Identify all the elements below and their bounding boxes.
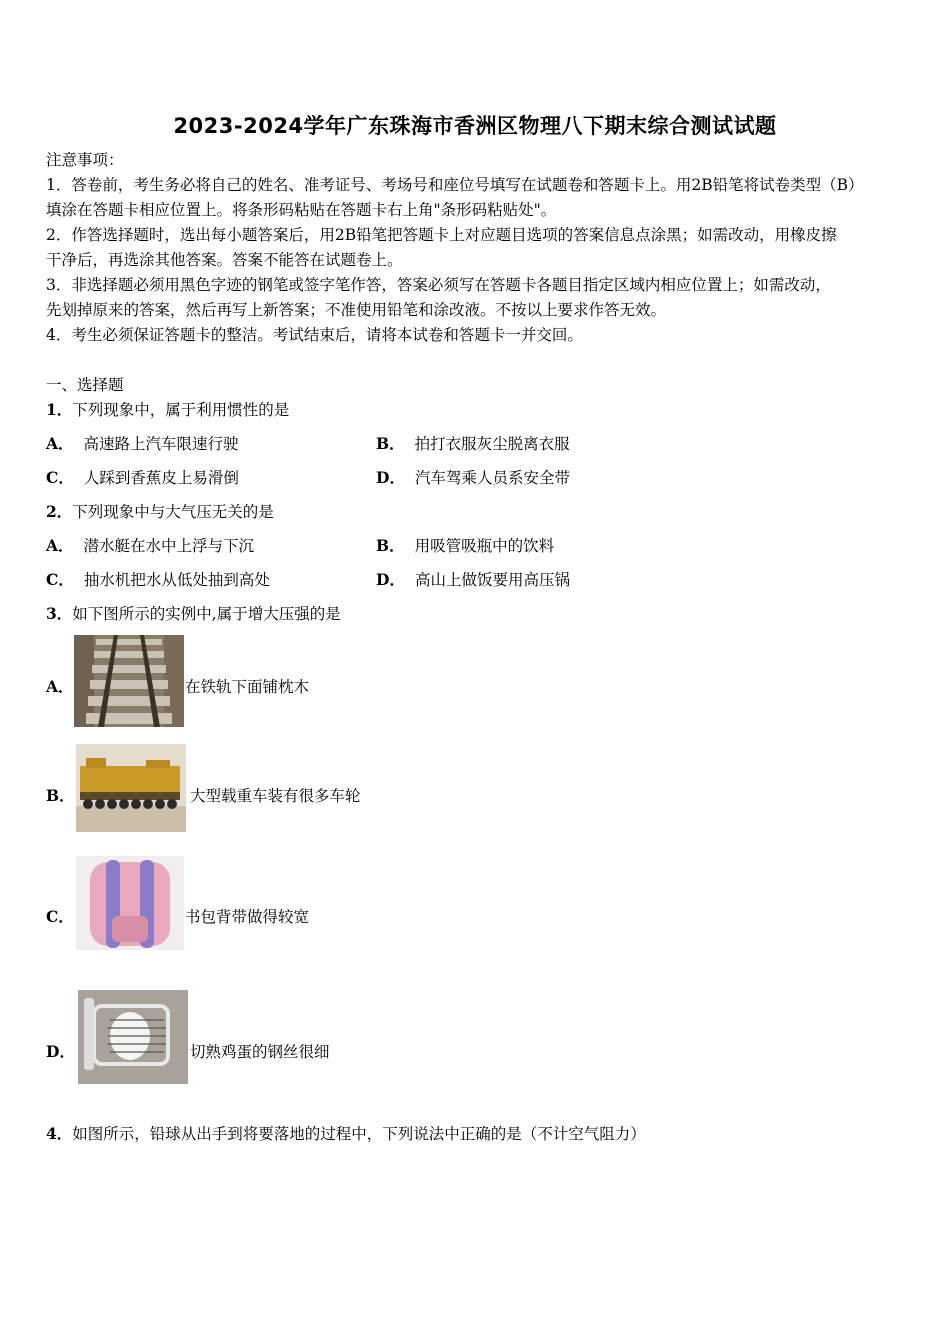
option-label: B． (376, 434, 405, 453)
q2-option-b[interactable] (376, 534, 554, 556)
option-label: B． (376, 536, 405, 555)
notice-heading: 注意事项： (46, 151, 124, 169)
q2-option-d[interactable] (376, 568, 570, 590)
page-title: 2023-2024学年广东珠海市香洲区物理八下期末综合测试试题 (173, 114, 777, 138)
q1-option-a[interactable] (46, 432, 239, 454)
question-text: 如图所示，铅球从出手到将要落地的过程中，下列说法中正确的是（不计空气阻力） (72, 1125, 646, 1143)
notice-line: 填涂在答题卡相应位置上。将条形码粘贴在答题卡右上角"条形码粘贴处"。 (46, 201, 557, 219)
option-label: C． (46, 468, 74, 487)
option-text: 潜水艇在水中上浮与下沉 (83, 537, 255, 555)
q1-option-b[interactable] (376, 432, 570, 454)
option-text: 人踩到香蕉皮上易滑倒 (83, 469, 239, 487)
option-text: 抽水机把水从低处抽到高处 (83, 571, 270, 589)
q3-option-c-label[interactable]: C． (46, 907, 74, 926)
question-3 (46, 602, 341, 624)
question-2 (46, 500, 274, 522)
q3-option-b-label[interactable]: B． (46, 786, 75, 805)
question-number: 4． (46, 1124, 73, 1143)
question-1 (46, 398, 289, 420)
notice-line: 先划掉原来的答案，然后再写上新答案；不准使用铅笔和涂改液。不按以上要求作答无效。 (46, 301, 667, 319)
option-text: 高速路上汽车限速行驶 (83, 435, 239, 453)
option-label: A． (46, 536, 74, 555)
question-4 (46, 1122, 646, 1144)
heavy-truck-image (76, 744, 186, 832)
q3-option-d-text: 切熟鸡蛋的钢丝很细 (190, 1043, 330, 1061)
section-heading: 一、选择题 (46, 376, 124, 394)
q2-option-a[interactable] (46, 534, 254, 556)
q3-option-c-text: 书包背带做得较宽 (185, 908, 310, 926)
notice-line: 2．作答选择题时，选出每小题答案后，用2B铅笔把答题卡上对应题目选项的答案信息点涂黑；如需改动，用橡皮擦 (46, 226, 837, 244)
option-label: D． (376, 468, 405, 487)
q3-option-a-label[interactable]: A． (46, 677, 74, 696)
question-number: 1． (46, 400, 73, 419)
question-text: 下列现象中，属于利用惯性的是 (72, 401, 290, 419)
option-text: 拍打衣服灰尘脱离衣服 (414, 435, 570, 453)
q3-option-a-text: 在铁轨下面铺枕木 (185, 678, 310, 696)
notice-line: 4．考生必须保证答题卡的整洁。考试结束后，请将本试卷和答题卡一并交回。 (46, 326, 583, 344)
q3-option-b-text: 大型载重车装有很多车轮 (190, 787, 361, 805)
egg-slicer-image (78, 990, 188, 1084)
notice-line: 1．答卷前，考生务必将自己的姓名、准考证号、考场号和座位号填写在试题卷和答题卡上。用2B铅笔将试卷类型（B） (46, 176, 864, 194)
railway-track-image (74, 635, 184, 727)
notice-line: 干净后，再选涂其他答案。答案不能答在试题卷上。 (46, 251, 403, 269)
question-number: 2． (46, 502, 73, 521)
q2-option-c[interactable] (46, 568, 270, 590)
question-number: 3． (46, 604, 73, 623)
option-label: A． (46, 434, 74, 453)
option-label: D． (376, 570, 405, 589)
q1-option-d[interactable] (376, 466, 570, 488)
notice-line: 3．非选择题必须用黑色字迹的钢笔或签字笔作答，答案必须写在答题卡各题目指定区域内相应位置上；如需改动， (46, 276, 831, 294)
school-bag-image (76, 856, 184, 950)
q1-option-c[interactable] (46, 466, 239, 488)
option-text: 高山上做饭要用高压锅 (414, 571, 570, 589)
option-label: C． (46, 570, 74, 589)
question-text: 下列现象中与大气压无关的是 (72, 503, 274, 521)
question-text: 如下图所示的实例中,属于增大压强的是 (72, 605, 341, 623)
option-text: 汽车驾乘人员系安全带 (414, 469, 570, 487)
option-text: 用吸管吸瓶中的饮料 (414, 537, 555, 555)
q3-option-d-label[interactable]: D． (46, 1042, 75, 1061)
